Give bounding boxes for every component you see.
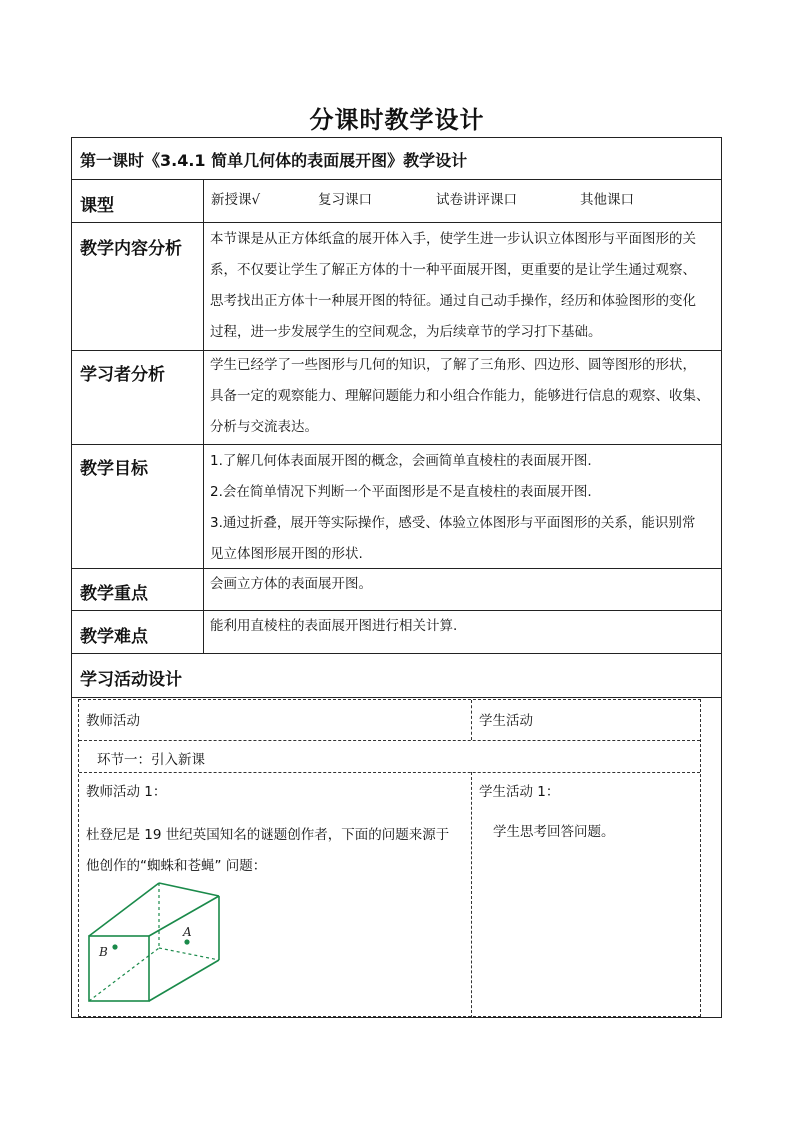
content-analysis-label: 教学内容分析: [80, 239, 182, 259]
lesson-header: 第一课时《3.4.1 简单几何体的表面展开图》教学设计: [80, 151, 468, 170]
teacher-activity-1-text: [86, 820, 470, 882]
label-b: B: [99, 945, 108, 959]
difficulty-text: 能利用直棱柱的表面展开图进行相关计算.: [210, 618, 458, 634]
difficulty-label: 教学难点: [80, 627, 148, 647]
cuboid-front-face: [89, 936, 149, 1001]
text-line: 本节课是从正方体纸盒的展开体入手，使学生进一步认识立体图形与平面图形的关: [210, 231, 696, 247]
key-point-text: 会画立方体的表面展开图。: [210, 576, 372, 592]
point-b: [112, 944, 117, 949]
student-activity-1-text: 学生思考回答问题。: [493, 824, 615, 840]
teacher-activity-header: 教师活动: [86, 713, 140, 729]
objectives-text: [210, 446, 718, 570]
text-line: 具备一定的观察能力、理解问题能力和小组合作能力，能够进行信息的观察、收集、: [210, 388, 710, 404]
text-line: 分析与交流表达。: [210, 419, 318, 435]
point-a: [184, 939, 189, 944]
label-a: A: [183, 925, 192, 939]
objectives-label: 教学目标: [80, 459, 148, 479]
text-line: 学生已经学了一些图形与几何的知识，了解了三角形、四边形、圆等图形的形状，: [210, 357, 696, 373]
activity-table: [78, 699, 701, 1017]
lesson-type-exam: 试卷讲评课口: [436, 192, 517, 208]
teacher-activity-1-label: 教师活动 1：: [86, 784, 167, 800]
text-line: 思考找出正方体十一种展开图的特征。通过自己动手操作，经历和体验图形的变化: [210, 293, 696, 309]
text-line: 过程，进一步发展学生的空间观念，为后续章节的学习打下基础。: [210, 324, 602, 340]
lesson-type-other: 其他课口: [580, 192, 634, 208]
learner-analysis-label: 学习者分析: [80, 365, 165, 385]
learner-analysis-text: [210, 350, 718, 443]
text-line: 见立体图形展开图的形状.: [210, 546, 363, 562]
text-line: 2.会在简单情况下判断一个平面图形是不是直棱柱的表面展开图.: [210, 484, 592, 500]
lesson-type-review: 复习课口: [318, 192, 372, 208]
text-line: 杜登尼是 19 世纪英国知名的谜题创作者，下面的问题来源于: [86, 827, 450, 843]
cuboid-figure: [85, 880, 225, 1010]
key-point-label: 教学重点: [80, 584, 148, 604]
student-activity-1-label: 学生活动 1：: [479, 784, 560, 800]
content-analysis-text: [210, 224, 718, 348]
lesson-type-new: 新授课√: [211, 192, 261, 208]
lesson-design-table: [71, 137, 722, 1018]
student-activity-header: 学生活动: [479, 713, 533, 729]
text-line: 1.了解几何体表面展开图的概念，会画简单直棱柱的表面展开图.: [210, 453, 592, 469]
page-title: 分课时教学设计: [309, 106, 485, 134]
text-line: 他创作的“蜘蛛和苍蝇” 问题：: [86, 858, 267, 874]
text-line: 系，不仅要让学生了解正方体的十一种平面展开图，更重要的是让学生通过观察、: [210, 262, 696, 278]
activity-design-label: 学习活动设计: [80, 670, 182, 690]
lesson-type-label: 课型: [80, 196, 114, 216]
text-line: 3.通过折叠，展开等实际操作，感受、体验立体图形与平面图形的关系，能识别常: [210, 515, 696, 531]
segment-title: 环节一：引入新课: [97, 752, 205, 768]
